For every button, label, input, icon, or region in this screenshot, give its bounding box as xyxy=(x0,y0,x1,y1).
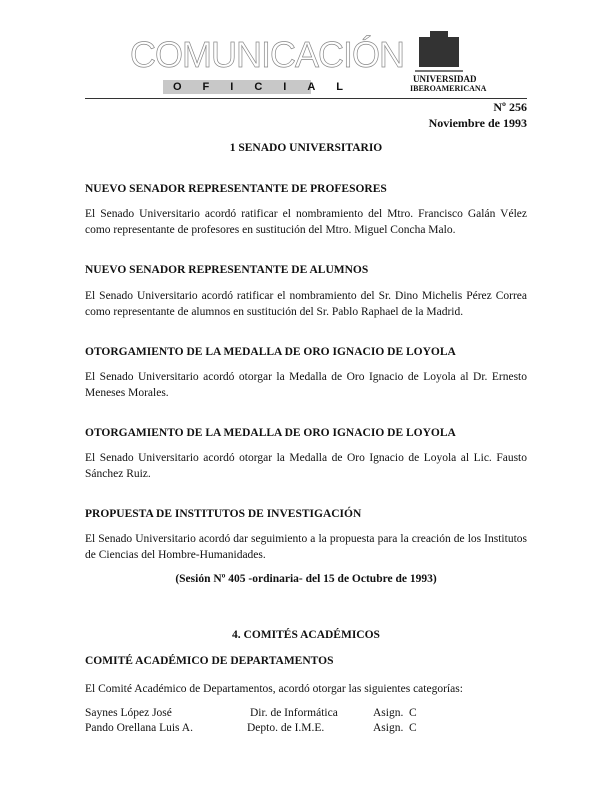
item-heading: NUEVO SENADOR REPRESENTANTE DE PROFESORES xyxy=(85,183,387,195)
row-dept: Dir. de Informática xyxy=(250,707,338,719)
issue-date: Noviembre de 1993 xyxy=(428,116,527,130)
item-text: El Senado Universitario acordó dar seguimiento a la propuesta para la creación de los Institutos de Ciencias del Hombre-Humanidades. xyxy=(85,533,527,561)
issue-number: Nº 256 xyxy=(493,100,527,114)
logo-title: COMUNICACIÓN xyxy=(130,34,404,75)
university-name-1: UNIVERSIDAD xyxy=(413,74,477,84)
crest-motto xyxy=(415,70,463,72)
item-heading: COMITÉ ACADÉMICO DE DEPARTAMENTOS xyxy=(85,655,334,667)
row-name: Saynes López José xyxy=(85,707,172,719)
row-category: Asign. xyxy=(373,722,404,734)
item-heading: PROPUESTA DE INSTITUTOS DE INVESTIGACIÓN xyxy=(85,508,362,520)
crest-icon xyxy=(419,37,459,67)
item-text: El Senado Universitario acordó otorgar la Medalla de Oro Ignacio de Loyola al Dr. Ernesto Meneses Morales. xyxy=(85,371,527,399)
item-text: El Senado Universitario acordó otorgar la Medalla de Oro Ignacio de Loyola al Lic. Fausto Sánchez Ruiz. xyxy=(85,452,527,480)
row-level: C xyxy=(409,707,417,719)
item-heading: OTORGAMIENTO DE LA MEDALLA DE ORO IGNACIO DE LOYOLA xyxy=(85,427,456,439)
item-text: El Senado Universitario acordó ratificar el nombramiento del Mtro. Francisco Galán Vélez como representante de profesores en sustitución del Mtro. Miguel Concha Malo. xyxy=(85,208,527,236)
section-title: 4. COMITÉS ACADÉMICOS xyxy=(232,629,380,641)
header-divider xyxy=(85,98,527,99)
university-name-2: IBEROAMERICANA xyxy=(410,84,487,93)
logo-subtitle: OFICIAL xyxy=(163,80,311,94)
section-title: 1 SENADO UNIVERSITARIO xyxy=(229,142,383,154)
session-note: (Sesión Nº 405 -ordinaria- del 15 de Octubre de 1993) xyxy=(175,573,437,585)
item-text: El Comité Académico de Departamentos, acordó otorgar las siguientes categorías: xyxy=(85,683,463,695)
row-category: Asign. xyxy=(373,707,404,719)
item-text: El Senado Universitario acordó ratificar el nombramiento del Sr. Dino Michelis Pérez Correa como representante de alumnos en sustitución del Sr. Pablo Raphael de la Madrid. xyxy=(85,290,527,318)
row-level: C xyxy=(409,722,417,734)
item-heading: OTORGAMIENTO DE LA MEDALLA DE ORO IGNACIO DE LOYOLA xyxy=(85,346,456,358)
item-heading: NUEVO SENADOR REPRESENTANTE DE ALUMNOS xyxy=(85,264,369,276)
row-dept: Depto. de I.M.E. xyxy=(247,722,325,734)
row-name: Pando Orellana Luis A. xyxy=(85,722,193,734)
